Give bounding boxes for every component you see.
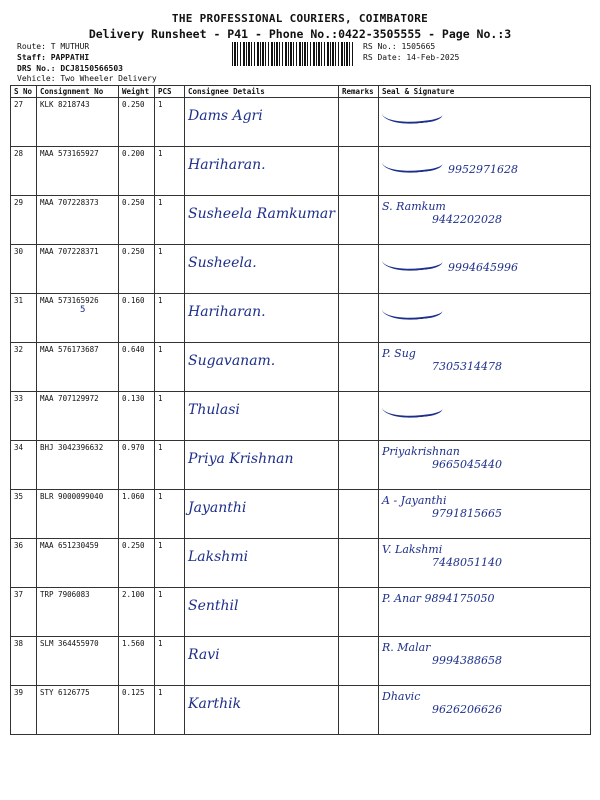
pcs-handwritten-note: 5 <box>80 305 86 315</box>
remarks-cell <box>339 245 379 294</box>
sno-cell: 32 <box>11 343 37 392</box>
pcs-cell: 1 <box>155 637 185 686</box>
signature-phone <box>382 605 432 618</box>
sno-cell: 36 <box>11 539 37 588</box>
consignee-cell: Dams Agri <box>185 98 339 147</box>
rs-date: RS Date: 14-Feb-2025 <box>363 53 460 62</box>
table-row <box>11 147 591 196</box>
col-consignee: Consignee Details <box>185 86 339 98</box>
consignee-cell: Ravi <box>185 637 339 686</box>
signature-phone <box>382 421 432 434</box>
consignment-no-cell: KLK 8218743 <box>37 98 119 147</box>
weight-cell: 0.640 <box>119 343 155 392</box>
table-row <box>11 539 591 588</box>
remarks-cell <box>339 588 379 637</box>
remarks-cell <box>339 441 379 490</box>
weight-cell: 1.060 <box>119 490 155 539</box>
signature-phone <box>382 274 432 287</box>
signature-text: Priyakrishnan <box>382 445 460 458</box>
signature-phone: 7448051140 <box>432 556 502 569</box>
signature-phone: 9665045440 <box>432 458 502 471</box>
pcs-cell: 1 <box>155 196 185 245</box>
col-consignment-no: Consignment No <box>37 86 119 98</box>
weight-cell: 0.970 <box>119 441 155 490</box>
remarks-cell <box>339 539 379 588</box>
signature-text: S. Ramkum <box>382 200 446 213</box>
weight-cell: 0.200 <box>119 147 155 196</box>
remarks-cell <box>339 490 379 539</box>
seal-signature-cell <box>379 637 591 686</box>
weight-cell: 0.250 <box>119 539 155 588</box>
pcs-cell: 1 <box>155 392 185 441</box>
remarks-cell <box>339 392 379 441</box>
signature-text: V. Lakshmi <box>382 543 443 556</box>
sno-cell: 29 <box>11 196 37 245</box>
remarks-cell <box>339 294 379 343</box>
sno-cell: 38 <box>11 637 37 686</box>
seal-signature-cell <box>379 539 591 588</box>
consignee-cell: Hariharan. <box>185 294 339 343</box>
signature-text: 9994645996 <box>448 261 518 274</box>
consignee-cell: Sugavanam. <box>185 343 339 392</box>
signature-phone: 9442202028 <box>432 213 502 226</box>
table-row <box>11 245 591 294</box>
signature-text: R. Malar <box>382 641 431 654</box>
consignment-no-cell: MAA 573165926 5 <box>37 294 119 343</box>
signature-phone: 9626206626 <box>432 703 502 716</box>
consignee-cell: Priya Krishnan <box>185 441 339 490</box>
consignment-no-cell: MAA 707129972 <box>37 392 119 441</box>
sno-cell: 33 <box>11 392 37 441</box>
weight-cell: 0.125 <box>119 686 155 735</box>
weight-cell: 0.250 <box>119 245 155 294</box>
route-label: Route: T MUTHUR <box>17 42 90 51</box>
table-header-row <box>11 86 591 98</box>
table-row <box>11 441 591 490</box>
col-weight: Weight <box>119 86 155 98</box>
consignment-no-cell: MAA 576173687 <box>37 343 119 392</box>
consignee-cell: Senthil <box>185 588 339 637</box>
seal-signature-cell <box>379 441 591 490</box>
remarks-cell <box>339 343 379 392</box>
handwritten-signature <box>381 99 443 127</box>
consignment-no-cell: SLM 364455970 <box>37 637 119 686</box>
signature-text: Dhavic <box>382 690 421 703</box>
signature-text: 9952971628 <box>448 163 518 176</box>
col-sno: S No <box>11 86 37 98</box>
pcs-cell: 1 <box>155 343 185 392</box>
consignment-no-cell: MAA 651230459 <box>37 539 119 588</box>
sno-cell: 27 <box>11 98 37 147</box>
col-remarks: Remarks <box>339 86 379 98</box>
drs-label: DRS No.: DCJ8150566503 <box>17 64 123 73</box>
runsheet-subtitle: Delivery Runsheet - P41 - Phone No.:0422-3505555 - Page No.:3 <box>88 27 512 41</box>
meta-left <box>17 41 123 74</box>
sno-cell: 30 <box>11 245 37 294</box>
signature-text: P. Anar 9894175050 <box>382 592 495 605</box>
signature-text: A - Jayanthi <box>382 494 447 507</box>
consignee-cell: Karthik <box>185 686 339 735</box>
seal-signature-cell <box>379 588 591 637</box>
remarks-cell <box>339 686 379 735</box>
table-row <box>11 686 591 735</box>
seal-signature-cell <box>379 196 591 245</box>
table-row <box>11 98 591 147</box>
table-row <box>11 588 591 637</box>
consignment-no-cell: TRP 7906083 <box>37 588 119 637</box>
seal-signature-cell <box>379 343 591 392</box>
signature-phone: 9791815665 <box>432 507 502 520</box>
sno-cell: 34 <box>11 441 37 490</box>
handwritten-signature <box>381 393 443 421</box>
consignment-no-cell: MAA 573165927 <box>37 147 119 196</box>
meta-right <box>363 41 459 63</box>
weight-cell: 0.160 <box>119 294 155 343</box>
pcs-cell: 1 <box>155 147 185 196</box>
consignee-cell: Susheela Ramkumar <box>185 196 339 245</box>
consignee-cell: Susheela. <box>185 245 339 294</box>
consignee-cell: Jayanthi <box>185 490 339 539</box>
handwritten-signature <box>381 148 443 176</box>
pcs-cell: 1 <box>155 588 185 637</box>
signature-phone <box>382 176 432 189</box>
signature-phone <box>382 127 432 140</box>
consignee-cell: Lakshmi <box>185 539 339 588</box>
table-row <box>11 490 591 539</box>
remarks-cell <box>339 147 379 196</box>
table-row <box>11 294 591 343</box>
staff-label: Staff: PAPPATHI <box>17 53 90 62</box>
vehicle-label: Vehicle: Two Wheeler Delivery <box>17 74 157 83</box>
pcs-cell: 1 <box>155 539 185 588</box>
pcs-cell: 1 <box>155 441 185 490</box>
table-row <box>11 637 591 686</box>
sno-cell: 39 <box>11 686 37 735</box>
sno-cell: 37 <box>11 588 37 637</box>
signature-phone: 7305314478 <box>432 360 502 373</box>
consignment-no-cell: BHJ 3042396632 <box>37 441 119 490</box>
consignment-no-cell: BLR 9000099040 <box>37 490 119 539</box>
pcs-cell: 1 <box>155 294 185 343</box>
consignee-cell: Hariharan. <box>185 147 339 196</box>
sno-cell: 31 <box>11 294 37 343</box>
remarks-cell <box>339 98 379 147</box>
seal-signature-cell <box>379 147 591 196</box>
signature-text: P. Sug <box>382 347 416 360</box>
handwritten-signature <box>381 295 443 323</box>
pcs-cell: 1 <box>155 98 185 147</box>
table-row <box>11 392 591 441</box>
remarks-cell <box>339 196 379 245</box>
seal-signature-cell <box>379 294 591 343</box>
pcs-cell: 1 <box>155 490 185 539</box>
col-pcs: PCS <box>155 86 185 98</box>
seal-signature-cell <box>379 686 591 735</box>
weight-cell: 0.250 <box>119 98 155 147</box>
barcode-image <box>232 42 354 66</box>
handwritten-signature <box>381 246 443 274</box>
company-title: THE PROFESSIONAL COURIERS, COIMBATORE <box>171 12 429 25</box>
pcs-cell: 1 <box>155 686 185 735</box>
rs-number: RS No.: 1505665 <box>363 42 436 51</box>
sno-cell: 28 <box>11 147 37 196</box>
consignment-no-cell: MAA 707228371 <box>37 245 119 294</box>
weight-cell: 1.560 <box>119 637 155 686</box>
seal-signature-cell <box>379 245 591 294</box>
pcs-cell: 1 <box>155 245 185 294</box>
weight-cell: 0.250 <box>119 196 155 245</box>
table-row <box>11 343 591 392</box>
runsheet-table <box>10 85 591 735</box>
table-row <box>11 196 591 245</box>
signature-phone <box>382 323 432 336</box>
remarks-cell <box>339 637 379 686</box>
sno-cell: 35 <box>11 490 37 539</box>
seal-signature-cell <box>379 392 591 441</box>
signature-phone: 9994388658 <box>432 654 502 667</box>
seal-signature-cell <box>379 98 591 147</box>
seal-signature-cell <box>379 490 591 539</box>
weight-cell: 2.100 <box>119 588 155 637</box>
weight-cell: 0.130 <box>119 392 155 441</box>
consignment-no-cell: MAA 707228373 <box>37 196 119 245</box>
consignee-cell: Thulasi <box>185 392 339 441</box>
consignment-no-cell: STY 6126775 <box>37 686 119 735</box>
col-seal-signature: Seal & Signature <box>379 86 591 98</box>
